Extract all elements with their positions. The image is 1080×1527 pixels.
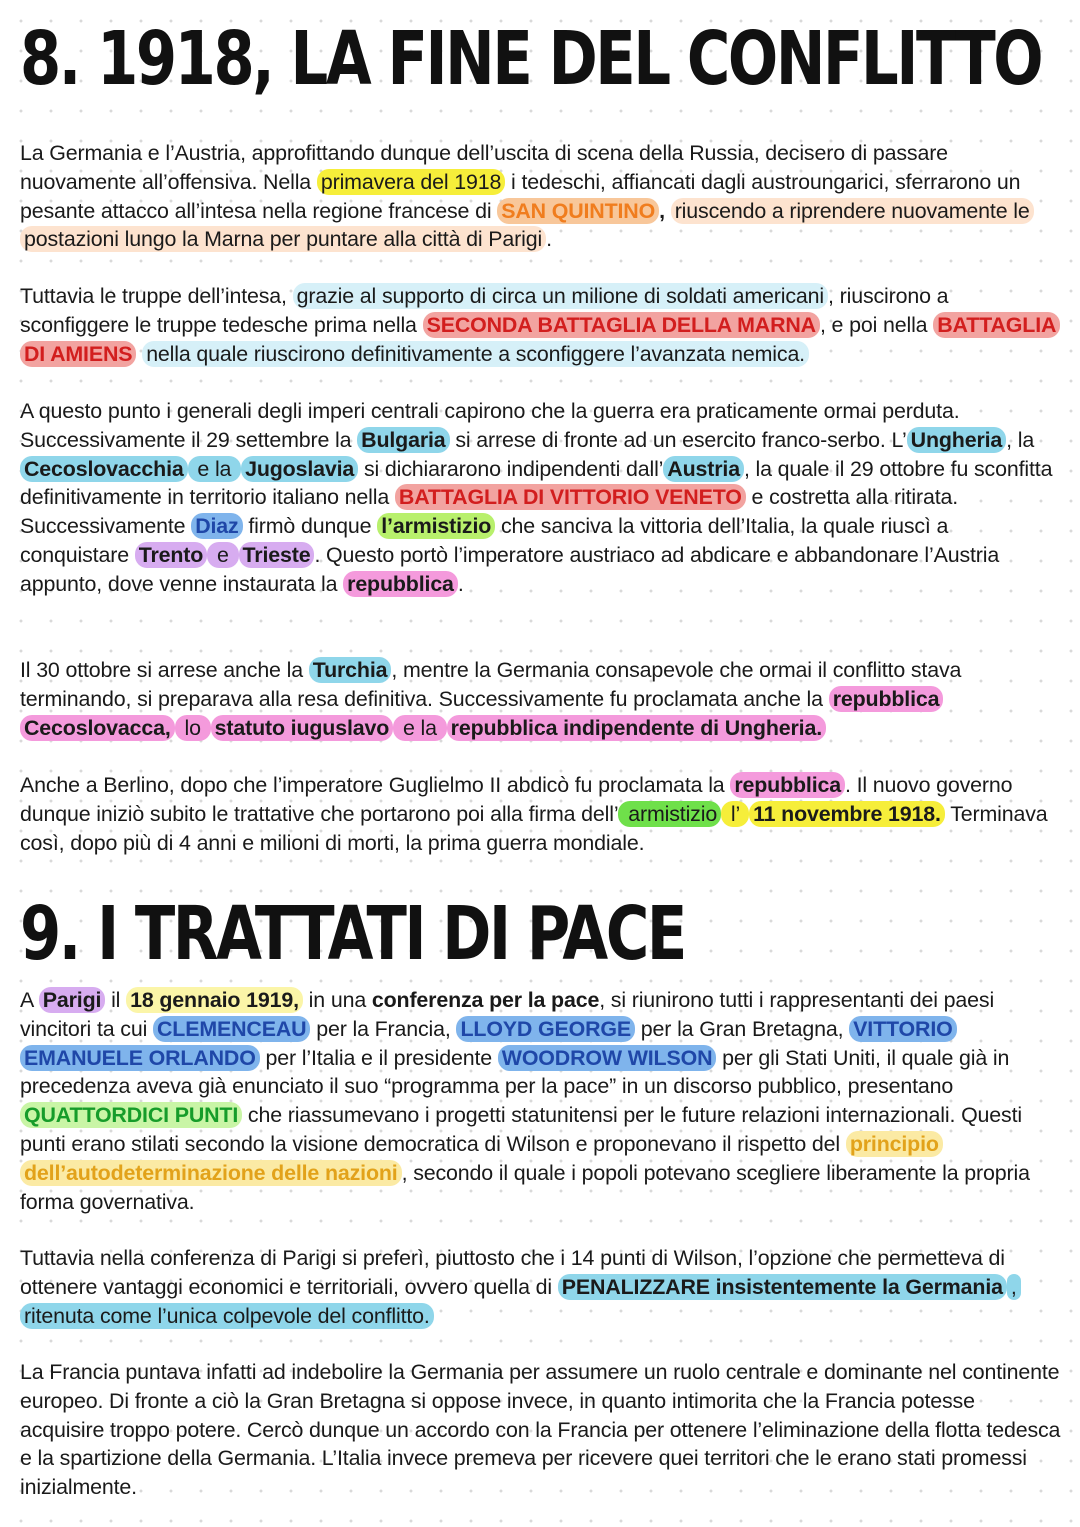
highlight-statuto-iuguslavo: statuto iuguslavo (211, 715, 394, 741)
highlight-parigi: Parigi (39, 987, 106, 1013)
section-9-title: 9. I TRATTATI DI PACE (20, 891, 685, 977)
highlight-repubblica-berlino: repubblica (730, 772, 845, 798)
highlight-11-novembre-1918: 11 novembre 1918. (749, 801, 945, 827)
text: che sanciva la vittoria dell’Italia, la quale riuscì a conquistare (20, 514, 949, 567)
highlight-jugoslavia: Jugoslavia (241, 456, 358, 482)
text: in una (302, 988, 372, 1012)
section-8-paragraph-1 (20, 139, 1062, 254)
section-8-paragraph-5 (20, 771, 1062, 857)
text: e la (393, 715, 446, 741)
text: lo (175, 715, 211, 741)
highlight-autodeterminazione: principio dell’autodeterminazione delle nazioni (20, 1131, 943, 1186)
text: e la (188, 456, 241, 482)
highlight-clemenceau: CLEMENCEAU (153, 1016, 310, 1042)
highlight-repubblica-ungheria: repubblica indipendente di Ungheria. (447, 715, 826, 741)
text: . Il nuovo governo dunque iniziò subito le trattative che portarono poi alla firma dell’ (20, 773, 1013, 826)
text: Anche a Berlino, dopo che l’imperatore Guglielmo II abdicò fu proclamata la (20, 773, 731, 797)
highlight-repubblica-austria: repubblica (343, 571, 458, 597)
highlight-armistizio: l’armistizio (377, 513, 495, 539)
highlight-austria: Austria (663, 456, 744, 482)
highlight-second-marna-battle: SECONDA BATTAGLIA DELLA MARNA (423, 312, 820, 338)
text: per la Gran Bretagna, (635, 1016, 850, 1041)
section-9-paragraph-3 (20, 1358, 1062, 1502)
text: Terminava così, dopo più di 4 anni e milioni di morti, la prima guerra mondiale. (20, 801, 1048, 855)
text: , riuscirono a sconfiggere le truppe tedesche prima nella (20, 284, 949, 337)
highlight-bulgaria: Bulgaria (357, 427, 449, 453)
text: La Germania e l’Austria, approfittando dunque dell’uscita di scena della Russia, decisero di passare nuovamente all’offensiva. Nella (20, 141, 948, 194)
text: per gli Stati Uniti, il quale già in precedenza aveva già enunciato il suo “programma per la pace” in un discorso pubblico, presentano (20, 1045, 1010, 1099)
text: per la Francia, (310, 1016, 457, 1041)
text: A (20, 988, 39, 1012)
text: si dichiararono indipendenti dall’ (358, 456, 664, 481)
section-8-paragraph-3 (20, 397, 1062, 599)
highlight-lloyd-george: LLOYD GEORGE (456, 1016, 635, 1042)
text: , secondo il quale i popoli potevano scegliere liberamente la propria forma governativa. (20, 1160, 1030, 1214)
highlight-penalizzare-germania: PENALIZZARE insistentemente la Germania (558, 1274, 1007, 1300)
text: , la quale il 29 ottobre fu sconfitta definitivamente in territorio italiano nella (20, 456, 1053, 510)
section-9-paragraph-1 (20, 986, 1062, 1216)
text: , ritenuta come l’unica colpevole del conflitto. (20, 1274, 1021, 1329)
highlight-trento: Trento (135, 542, 207, 568)
text: che riassumevano i progetti statunitensi per le future relazioni internazionali. Questi punti erano stilati secondo la visione democratica di Wilson e proponevano il rispetto del (20, 1103, 1022, 1156)
text: Il 30 ottobre si arrese anche la (20, 658, 309, 682)
text: A questo punto i generali degli imperi centrali capirono che la guerra era praticamente ormai perduta. Successivamente il 29 settembre la (20, 399, 960, 452)
highlight-marna-positions: riuscendo a riprendere nuovamente le postazioni lungo la Marna per puntare alla città di Parigi (20, 198, 1034, 253)
highlight-american-support: grazie al supporto di circa un milione di soldati americani (293, 283, 828, 309)
text: . (546, 227, 552, 252)
text: , e poi nella (819, 312, 934, 337)
section-8-title: 8. 1918, LA FINE DEL CONFLITTO (20, 16, 1042, 102)
highlight-armistizio-2: armistizio (618, 801, 721, 827)
text: il (105, 988, 127, 1012)
highlight-orlando: VITTORIO EMANUELE ORLANDO (20, 1016, 957, 1071)
section-8-paragraph-4 (20, 656, 1062, 742)
highlight-san-quintino: SAN QUINTINO (497, 198, 659, 224)
section-9-paragraph-2 (20, 1244, 1062, 1330)
highlight-cecoslovacchia: Cecoslovacchia (20, 456, 188, 482)
highlight-spring-1918: primavera del 1918 (317, 169, 505, 195)
highlight-trieste: Trieste (239, 542, 315, 568)
text: . (457, 571, 464, 596)
highlight-vittorio-veneto: BATTAGLIA DI VITTORIO VENETO (395, 484, 746, 510)
text: si arrese di fronte ad un esercito franco-serbo. L’ (449, 427, 907, 452)
text: , mentre la Germania consapevole che ormai il conflitto stava terminando, si preparava alla resa definitiva. Successivamente fu proclamata anche la (20, 658, 962, 711)
highlight-defeat-enemy: nella quale riuscirono definitivamente a sconfiggere l’avanzata nemica. (142, 341, 809, 367)
text: firmò dunque (242, 514, 378, 539)
text: e costretta alla ritirata. Successivamente (20, 485, 959, 539)
text: , la (1006, 427, 1035, 452)
text: e (207, 542, 238, 568)
highlight-quattordici-punti: QUATTORDICI PUNTI (20, 1102, 242, 1128)
highlight-diaz: Diaz (191, 513, 242, 539)
text: l’ (721, 801, 749, 827)
text: Tuttavia nella conferenza di Parigi si preferì, piuttosto che i 14 punti di Wilson, l’opzione che permetteva di ottenere vantaggi economici e territoriali, ovvero quella di (20, 1246, 1005, 1299)
highlight-ungheria: Ungheria (907, 427, 1007, 453)
highlight-repubblica-cecoslovacca: repubblica Cecoslovacca, (20, 686, 943, 741)
text: La Francia puntava infatti ad indebolire la Germania per assumere un ruolo centrale e dominante nel continente europeo. Di fronte a ciò la Gran Bretagna si oppose invece, in quanto intimorita che la Francia potesse acquisire troppo potere. Cercò dunque un accordo con la Francia per ottenere l’eliminazione della flotta tedesca e la spartizione della Germania. L’Italia invece premeva per ricevere quei territori che le erano stati promessi inizialmente. (20, 1360, 1061, 1500)
text: per l’Italia e il presidente (259, 1045, 498, 1070)
text: , si riunirono tutti i rappresentanti dei paesi vincitori ta cui (20, 988, 995, 1041)
text: i tedeschi, affiancati dagli austroungarici, sferrarono un pesante attacco all’intesa nella regione francese di (20, 169, 1021, 223)
highlight-18-gennaio-1919: 18 gennaio 1919, (126, 987, 303, 1013)
text: , (659, 198, 671, 223)
highlight-wilson: WOODROW WILSON (498, 1045, 717, 1071)
highlight-conferenza-pace: conferenza per la pace (371, 988, 600, 1012)
highlight-turchia: Turchia (309, 657, 392, 683)
text: Tuttavia le truppe dell’intesa, (20, 284, 293, 308)
section-8-paragraph-2 (20, 282, 1062, 368)
text: . Questo portò l’imperatore austriaco ad abdicare e abbandonare l’Austria appunto, dove venne instaurata la (20, 542, 1000, 596)
highlight-amiens-battle: BATTAGLIA DI AMIENS (20, 312, 1060, 367)
